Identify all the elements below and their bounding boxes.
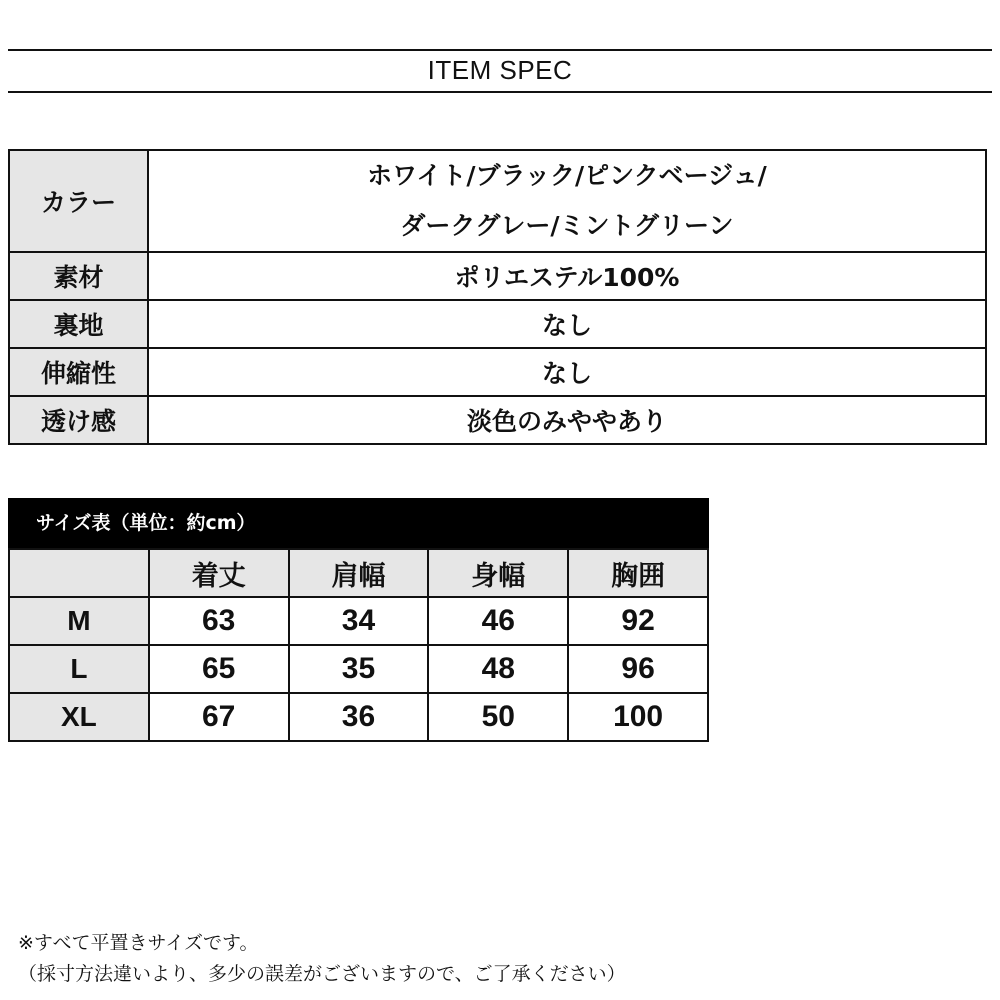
spec-row-sheer <box>9 396 986 444</box>
spec-row-stretch <box>9 348 986 396</box>
spec-table <box>8 149 987 445</box>
spec-value-color <box>148 150 986 252</box>
size-cell: 96 <box>568 645 708 693</box>
size-header-corner <box>9 549 149 597</box>
size-header-shoulder: 肩幅 <box>289 549 429 597</box>
size-cell: 65 <box>149 645 289 693</box>
spec-value-sheer: 淡色のみややあり <box>148 396 986 444</box>
spec-label-lining: 裏地 <box>9 300 148 348</box>
size-header-chest: 胸囲 <box>568 549 708 597</box>
size-cell: 100 <box>568 693 708 741</box>
size-cell: 67 <box>149 693 289 741</box>
footnote-1: ※すべて平置きサイズです。 <box>18 932 259 954</box>
size-table-caption: サイズ表（単位：約cm） <box>8 498 709 548</box>
size-row-xl <box>9 693 708 741</box>
color-line-2: ダークグレー/ミントグリーン <box>400 211 734 240</box>
spec-value-lining: なし <box>148 300 986 348</box>
size-row-m <box>9 597 708 645</box>
size-label: L <box>9 645 149 693</box>
page-title: ITEM SPEC <box>427 55 573 85</box>
footnotes <box>18 928 626 990</box>
size-cell: 46 <box>428 597 568 645</box>
size-cell: 63 <box>149 597 289 645</box>
spec-row-material <box>9 252 986 300</box>
spec-label-stretch: 伸縮性 <box>9 348 148 396</box>
size-label: XL <box>9 693 149 741</box>
size-label: M <box>9 597 149 645</box>
size-cell: 36 <box>289 693 429 741</box>
size-cell: 35 <box>289 645 429 693</box>
spec-value-stretch: なし <box>148 348 986 396</box>
footnote-2: （採寸方法違いより、多少の誤差がございますので、ご了承ください） <box>18 963 626 985</box>
size-header-width: 身幅 <box>428 549 568 597</box>
size-header-row <box>9 549 708 597</box>
color-line-1: ホワイト/ブラック/ピンクベージュ/ <box>367 161 767 190</box>
header-bottom-rule <box>8 91 992 93</box>
spec-label-color: カラー <box>9 150 148 252</box>
spec-value-material: ポリエステル100% <box>148 252 986 300</box>
header-top-rule <box>8 49 992 51</box>
size-cell: 34 <box>289 597 429 645</box>
size-cell: 48 <box>428 645 568 693</box>
size-row-l <box>9 645 708 693</box>
spec-label-material: 素材 <box>9 252 148 300</box>
spec-row-lining <box>9 300 986 348</box>
spec-label-sheer: 透け感 <box>9 396 148 444</box>
size-cell: 92 <box>568 597 708 645</box>
size-cell: 50 <box>428 693 568 741</box>
size-table <box>8 548 709 742</box>
size-header-length: 着丈 <box>149 549 289 597</box>
spec-row-color <box>9 150 986 252</box>
